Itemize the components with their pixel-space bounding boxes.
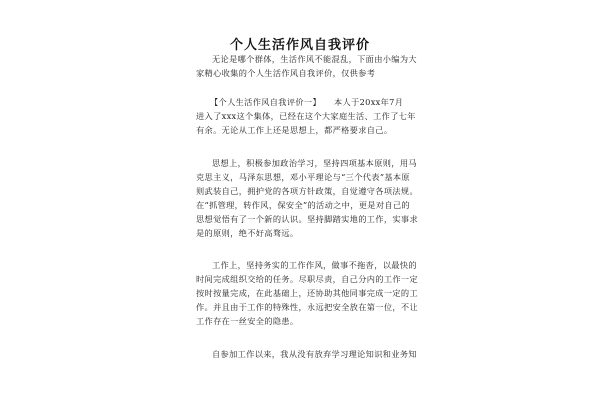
paragraph-line: 在“抓管理，转作风，保安全”的活动之中，更是对自己的 [196,200,410,210]
paragraph-line: 是的原则，绝不好高骛远。 [196,228,299,238]
paragraph-line: 时间完成组织交给的任务。尽职尽责，自己分内的工作一定 [196,274,418,284]
paragraph-line: 工作存在一丝安全的隐患。 [196,316,299,326]
paragraph-line: 则武装自己，拥护党的各项方针政策，自觉遵守各项法规。 [196,186,418,196]
section-heading-line: 【个人生活作风自我评价一】 本人于20xx年7月 [210,97,404,107]
paragraph-line: 按时按量完成，在此基础上，还协助其他同事完成一定的工 [196,288,418,298]
document-title: 个人生活作风自我评价 [230,38,371,53]
paragraph-line: 思想觉悟有了一个新的认识。坚持脚踏实地的工作，实事求 [196,214,418,224]
paragraph-line: 作。并且由于工作的特殊性，永远把安全放在第一位，不让 [196,302,418,312]
paragraph-line: 自参加工作以来，我从没有放弃学习理论知识和业务知 [212,349,417,359]
paragraph-line: 进入了xxx这个集体，已经在这个大家庭生活、工作了七年 [196,111,416,121]
paragraph-line: 工作上，坚持务实的工作作风，做事不拖沓，以最快的 [212,260,417,270]
document-body [196,0,418,400]
intro-line-1: 无论是哪个群体，生活作风不能混乱，下面由小编为大 [212,54,417,64]
paragraph-line: 思想上，积极参加政治学习，坚持四项基本原则，用马 [212,158,417,168]
intro-line-2: 家精心收集的个人生活作风自我评价，仅供参考 [196,68,376,78]
paragraph-line: 有余。无论从工作上还是思想上，都严格要求自己。 [196,125,393,135]
paragraph-line: 克思主义，马泽东思想，邓小平理论与“三个代表”基本原 [196,172,410,182]
